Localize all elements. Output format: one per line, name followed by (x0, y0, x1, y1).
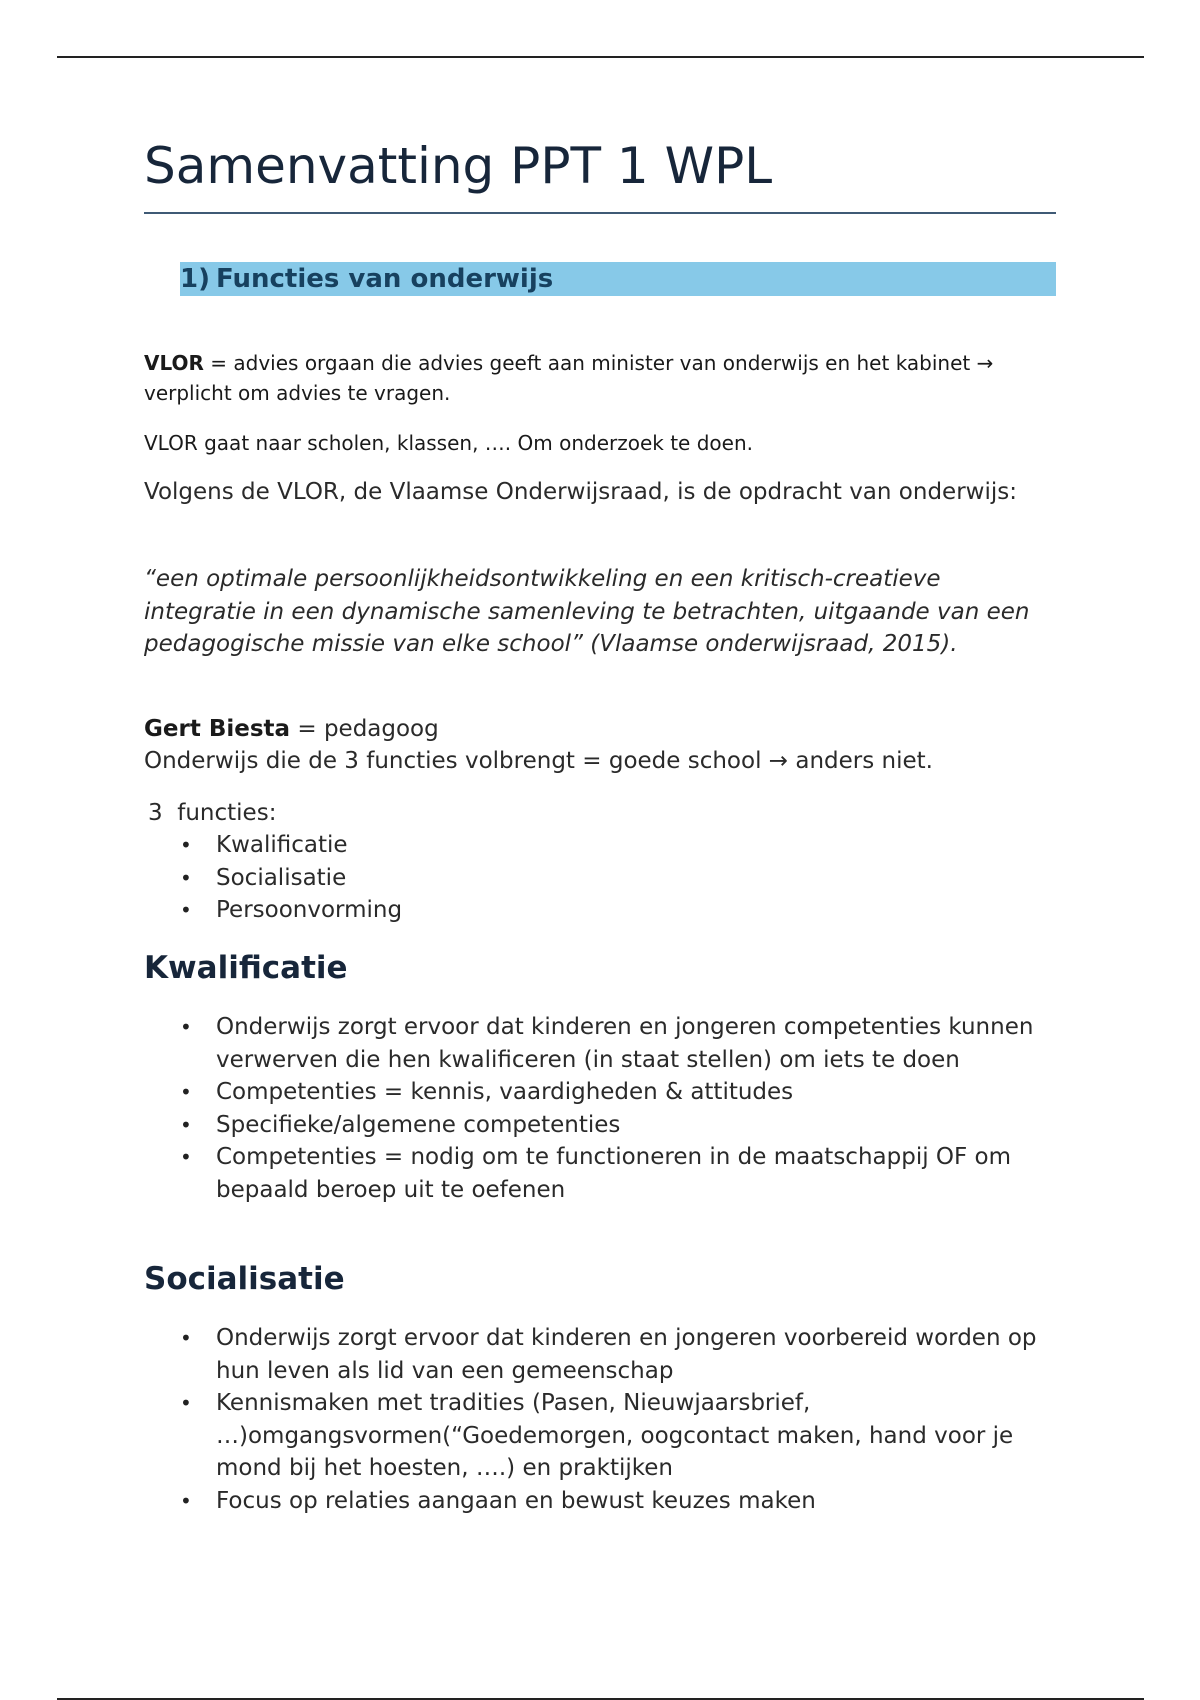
list-item: • Onderwijs zorgt ervoor dat kinderen en jongeren voorbereid worden op hun leven als lid van een gemeenschap (144, 1322, 1056, 1387)
vlor-visit-text: VLOR gaat naar scholen, klassen, …. Om onderzoek te doen. (144, 431, 753, 455)
biesta-definition (144, 713, 1056, 745)
vlor-definition (144, 348, 1056, 408)
vlor-definition-text: = advies orgaan die advies geeft aan minister van onderwijs en het kabinet → verplicht om advies te vragen. (144, 351, 994, 405)
list-item: • Kwalificatie (144, 829, 1056, 862)
vlor-term: VLOR (144, 351, 204, 375)
functies-intro: 3 functies: (148, 800, 277, 826)
socialisatie-list (144, 1322, 1056, 1517)
list-item: • Competenties = nodig om te functioneren in de maatschappij OF om bepaald beroep uit te oefenen (144, 1141, 1056, 1206)
biesta-definition-text: = pedagoog (290, 716, 439, 742)
heading-kwalificatie: Kwalificatie (144, 950, 348, 986)
list-item: • Specifieke/algemene competenties (144, 1109, 1056, 1142)
heading-socialisatie: Socialisatie (144, 1261, 345, 1297)
list-item: • Persoonvorming (144, 894, 1056, 927)
functies-list (144, 829, 1056, 927)
document-title: Samenvatting PPT 1 WPL (144, 137, 773, 195)
kwalificatie-list (144, 1011, 1056, 1206)
list-item: • Socialisatie (144, 862, 1056, 895)
volgens-vlor-text: Volgens de VLOR, de Vlaamse Onderwijsraad, is de opdracht van onderwijs: (144, 479, 1017, 505)
section-title: Functies van onderwijs (216, 264, 554, 294)
biesta-functies-text: Onderwijs die de 3 functies volbrengt = goede school → anders niet. (144, 748, 933, 774)
section-number: 1) (180, 264, 210, 294)
title-underline (144, 212, 1056, 214)
section-heading-functies (180, 262, 1056, 296)
list-item: • Competenties = kennis, vaardigheden & attitudes (144, 1076, 1056, 1109)
biesta-term: Gert Biesta (144, 716, 291, 742)
list-item: • Onderwijs zorgt ervoor dat kinderen en jongeren competenties kunnen verwerven die hen kwalificeren (in staat stellen) om iets te doen (144, 1011, 1056, 1076)
vlor-quote: “een optimale persoonlijkheidsontwikkeling en een kritisch-creatieve integratie in een dynamische samenleving te betrachten, uitgaande van een pedagogische missie van elke school” (Vlaamse onderwijsraad, 2015). (144, 566, 1030, 657)
list-item: • Focus op relaties aangaan en bewust keuzes maken (144, 1485, 1056, 1518)
list-item: • Kennismaken met tradities (Pasen, Nieuwjaarsbrief, …)omgangsvormen(“Goedemorgen, oogcontact maken, hand voor je mond bij het hoesten, ….) en praktijken (144, 1387, 1056, 1485)
page-top-rule (57, 56, 1144, 58)
